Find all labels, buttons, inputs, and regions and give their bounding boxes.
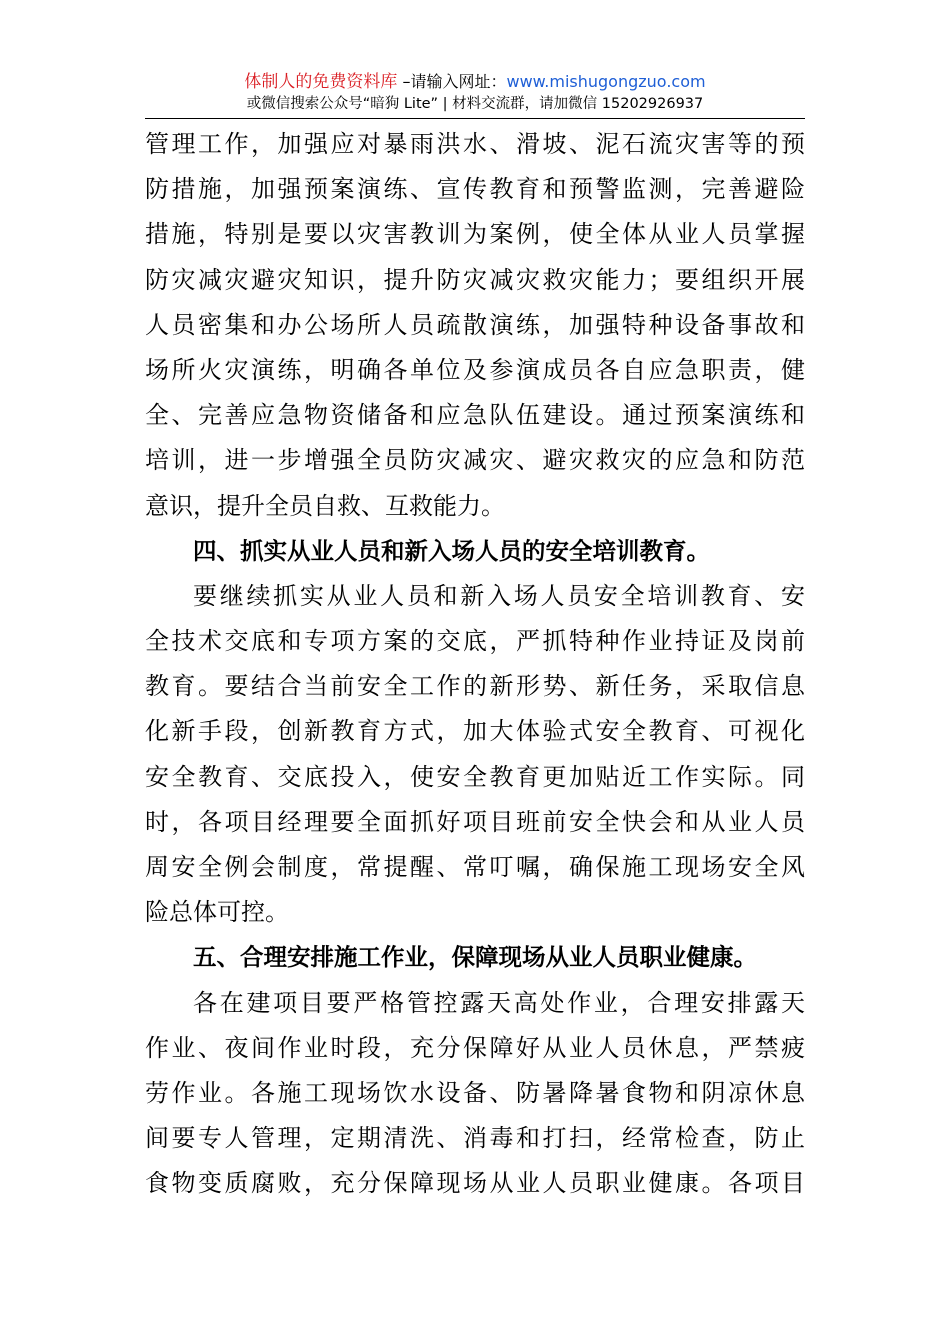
text-line: 意识，提升全员自救、互救能力。 [145, 491, 505, 520]
page-header [145, 70, 805, 114]
text-line: 防措施，加强预案演练、宣传教育和预警监测，完善避险 [145, 175, 805, 204]
text-line: 防灾减灾避灾知识，提升防灾减灾救灾能力；要组织开展 [145, 265, 805, 294]
header-brand: 体制人的免费资料库 [244, 72, 398, 92]
paragraph [145, 981, 805, 1207]
text-line: 食物变质腐败，充分保障现场从业人员职业健康。各项目 [145, 1169, 805, 1198]
text-line: 作业、夜间作业时段，充分保障好从业人员休息，严禁疲 [145, 1033, 805, 1062]
text-line: 培训，进一步增强全员防灾减灾、避灾救灾的应急和防范 [145, 446, 805, 475]
text-line: 安全教育、交底投入，使安全教育更加贴近工作实际。同 [145, 762, 805, 791]
text-line: 措施，特别是要以灾害教训为案例，使全体从业人员掌握 [145, 220, 805, 249]
paragraph [145, 122, 805, 529]
text-line: 时，各项目经理要全面抓好项目班前安全快会和从业人员 [145, 807, 805, 836]
text-line: 人员密集和办公场所人员疏散演练，加强特种设备事故和 [145, 310, 805, 339]
header-url-link[interactable]: www.mishugongzuo.com [506, 72, 706, 91]
text-line: 场所火灾演练，明确各单位及参演成员各自应急职责，健 [145, 355, 805, 384]
text-line: 全技术交底和专项方案的交底，严抓特种作业持证及岗前 [145, 627, 805, 656]
section-heading: 五、合理安排施工作业，保障现场从业人员职业健康。 [193, 943, 757, 972]
header-prompt: –请输入网址： [397, 72, 507, 91]
section-heading: 四、抓实从业人员和新入场人员的安全培训教育。 [193, 536, 710, 565]
paragraph [145, 574, 805, 936]
text-line: 化新手段，创新教育方式，加大体验式安全教育、可视化 [145, 717, 805, 746]
text-line: 教育。要结合当前安全工作的新形势、新任务，采取信息 [145, 672, 805, 701]
text-line: 管理工作，加强应对暴雨洪水、滑坡、泥石流灾害等的预 [145, 130, 805, 158]
text-line: 险总体可控。 [145, 898, 289, 927]
document-body [145, 122, 805, 1207]
header-divider [145, 118, 805, 119]
header-line-2: 或微信搜索公众号“暗狗 Lite” | 材料交流群，请加微信 15202926937 [246, 96, 704, 112]
text-line: 周安全例会制度，常提醒、常叮嘱，确保施工现场安全风 [145, 853, 805, 881]
header-line-1 [145, 70, 805, 94]
text-line: 要继续抓实从业人员和新入场人员安全培训教育、安 [193, 581, 805, 610]
text-line: 间要专人管理，定期清洗、消毒和打扫，经常检查，防止 [145, 1124, 805, 1153]
text-line: 劳作业。各施工现场饮水设备、防暑降暑食物和阴凉休息 [145, 1078, 805, 1107]
text-line: 全、完善应急物资储备和应急队伍建设。通过预案演练和 [145, 401, 805, 430]
text-line: 各在建项目要严格管控露天高处作业，合理安排露天 [193, 988, 805, 1017]
